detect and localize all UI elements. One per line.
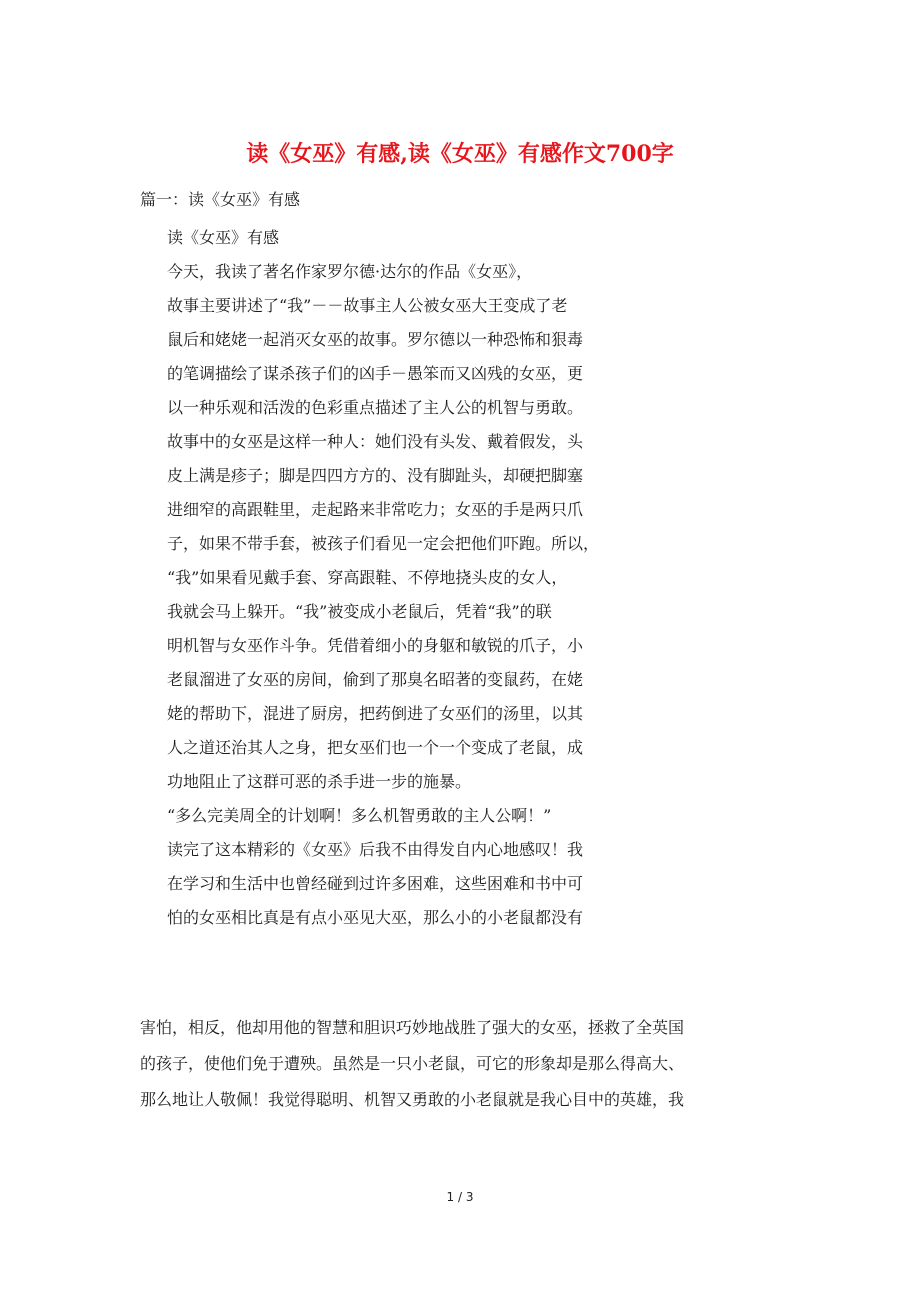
text-line: 明机智与女巫作斗争。凭借着细小的身躯和敏锐的爪子，小 (167, 636, 584, 655)
text-line: 老鼠溜进了女巫的房间，偷到了那臭名昭著的变鼠药，在姥 (167, 670, 584, 689)
section-heading: 篇一：读《女巫》有感 (140, 190, 301, 209)
document-title: 读《女巫》有感,读《女巫》有感作文700字 (246, 141, 674, 167)
text-line: 在学习和生活中也曾经碰到过许多困难，这些困难和书中可 (167, 874, 584, 893)
text-line: 那么地让人敬佩！我觉得聪明、机智又勇敢的小老鼠就是我心目中的英雄，我 (140, 1090, 685, 1109)
text-line: “我”如果看见戴手套、穿高跟鞋、不停地挠头皮的女人， (167, 568, 568, 587)
text-line: 今天，我读了著名作家罗尔德·达尔的作品《女巫》， (167, 262, 533, 281)
text-line: 鼠后和姥姥一起消灭女巫的故事。罗尔德以一种恐怖和狠毒 (167, 330, 584, 349)
text-line: 功地阻止了这群可恶的杀手进一步的施暴。 (167, 772, 472, 791)
text-line: 故事中的女巫是这样一种人：她们没有头发、戴着假发，头 (167, 432, 584, 451)
text-line: 进细窄的高跟鞋里，走起路来非常吃力；女巫的手是两只爪 (167, 500, 584, 519)
text-line: “多么完美周全的计划啊！多么机智勇敢的主人公啊！” (167, 806, 552, 825)
indented-paragraph-block (167, 226, 667, 940)
text-line: 我就会马上躲开。“我”被变成小老鼠后，凭着“我”的联 (167, 602, 552, 621)
text-line: 故事主要讲述了“我”－－故事主人公被女巫大王变成了老 (167, 296, 568, 315)
text-line: 以一种乐观和活泼的色彩重点描述了主人公的机智与勇敢。 (167, 398, 584, 417)
page-number: 1 / 3 (446, 1190, 474, 1204)
text-line: 的孩子，使他们免于遭殃。虽然是一只小老鼠，可它的形象却是那么得高大、 (140, 1054, 685, 1073)
text-line: 姥的帮助下，混进了厨房，把药倒进了女巫们的汤里，以其 (167, 704, 584, 723)
text-line: 皮上满是疹子；脚是四四方方的、没有脚趾头，却硬把脚塞 (167, 466, 584, 485)
text-line: 的笔调描绘了谋杀孩子们的凶手－愚笨而又凶残的女巫，更 (167, 364, 584, 383)
text-line: 子，如果不带手套，被孩子们看见一定会把他们吓跑。所以， (167, 534, 600, 553)
full-width-paragraph-block (140, 1016, 780, 1124)
text-line: 人之道还治其人之身，把女巫们也一个一个变成了老鼠，成 (167, 738, 584, 757)
text-line: 读完了这本精彩的《女巫》后我不由得发自内心地感叹！我 (167, 840, 584, 859)
text-line: 读《女巫》有感 (167, 228, 280, 247)
text-line: 害怕，相反，他却用他的智慧和胆识巧妙地战胜了强大的女巫，拯救了全英国 (140, 1018, 685, 1037)
text-line: 怕的女巫相比真是有点小巫见大巫，那么小的小老鼠都没有 (167, 908, 584, 927)
